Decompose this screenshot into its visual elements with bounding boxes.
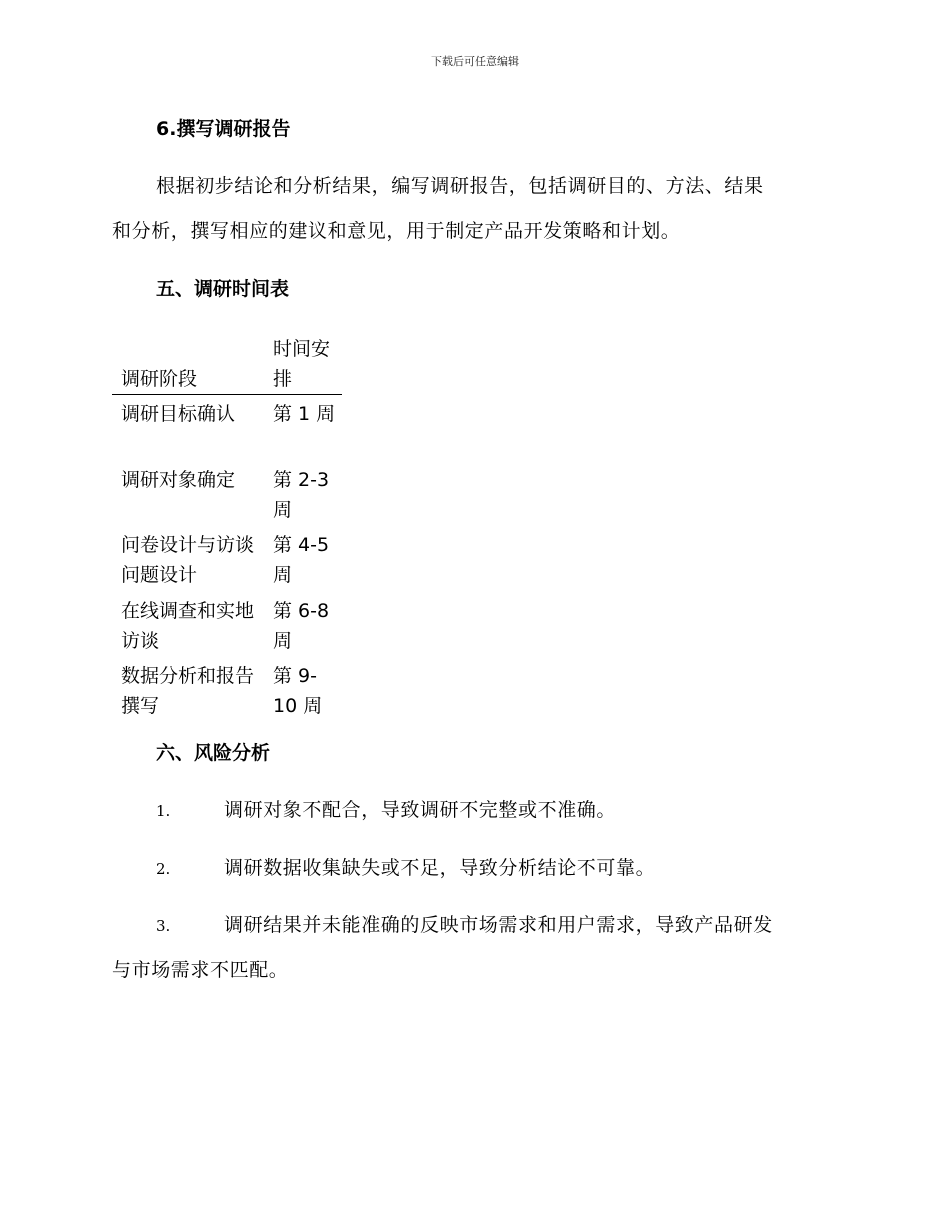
table-cell-time: 第 4-5 周 [273, 534, 330, 586]
table-cell-time: 第 1 周 [273, 403, 336, 425]
table-row [112, 461, 342, 527]
table-header-time: 时间安排 [273, 338, 331, 390]
table-header-stage: 调研阶段 [121, 368, 198, 390]
risk-number: 3. [156, 917, 171, 935]
header-note: 下载后可任意编辑 [431, 55, 519, 68]
table-cell-stage: 在线调查和实地访谈 [121, 599, 255, 652]
risk-text: 调研数据收集缺失或不足，导致分析结论不可靠。 [224, 857, 656, 879]
table-header-row [112, 336, 342, 395]
section-heading-risk: 六、风险分析 [156, 742, 271, 764]
risk-text: 调研结果并未能准确的反映市场需求和用户需求，导致产品研发 [224, 914, 773, 936]
table-row [112, 395, 342, 461]
section-heading-write-report: 6.撰写调研报告 [156, 118, 291, 140]
table-cell-time: 第 6-8 周 [273, 599, 330, 652]
schedule-table [112, 336, 342, 723]
risk-number: 1. [156, 802, 171, 820]
section-heading-schedule: 五、调研时间表 [156, 278, 290, 300]
table-cell-time: 第 2-3 周 [273, 468, 330, 521]
table-row [112, 657, 342, 723]
risk-number: 2. [156, 860, 171, 878]
paragraph-line: 根据初步结论和分析结果，编写调研报告，包括调研目的、方法、结果 [156, 175, 764, 197]
table-cell-stage: 问卷设计与访谈问题设计 [121, 534, 255, 586]
table-cell-stage: 调研目标确认 [121, 403, 236, 425]
risk-text: 调研对象不配合，导致调研不完整或不准确。 [224, 799, 617, 821]
table-cell-time: 第 9-10 周 [273, 665, 323, 717]
table-row [112, 526, 342, 592]
risk-text-continuation: 与市场需求不匹配。 [112, 959, 289, 981]
table-row [112, 592, 342, 658]
paragraph-line: 和分析，撰写相应的建议和意见，用于制定产品开发策略和计划。 [112, 220, 681, 242]
table-cell-stage: 数据分析和报告撰写 [121, 665, 255, 717]
table-cell-stage: 调研对象确定 [121, 468, 236, 491]
